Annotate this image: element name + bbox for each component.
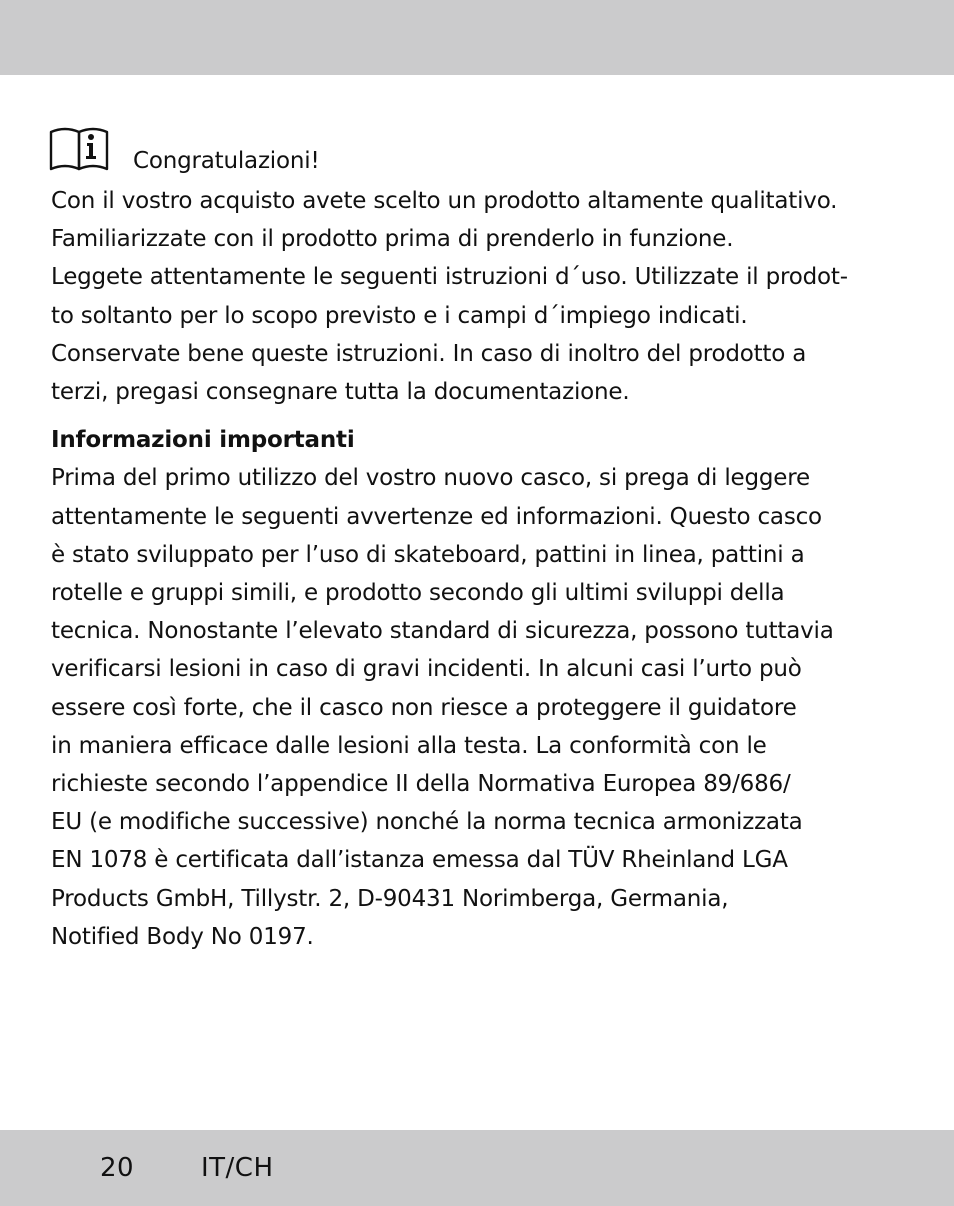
top-band <box>0 0 954 75</box>
important-line: verificarsi lesioni in caso di gravi incidenti. In alcuni casi l’urto può <box>51 656 802 683</box>
body-text <box>51 182 921 956</box>
important-line: Notified Body No 0197. <box>51 923 314 950</box>
intro-line: to soltanto per lo scopo previsto e i campi d´impiego indicati. <box>51 302 748 329</box>
intro-line: terzi, pregasi consegnare tutta la documentazione. <box>51 379 630 406</box>
important-line: essere così forte, che il casco non riesce a proteggere il guidatore <box>51 694 797 721</box>
intro-line: Con il vostro acquisto avete scelto un prodotto altamente qualitativo. <box>51 188 838 214</box>
important-line: rotelle e gruppi simili, e prodotto secondo gli ultimi sviluppi della <box>51 580 785 607</box>
important-line: Prima del primo utilizzo del vostro nuovo casco, si prega di leggere <box>51 465 810 492</box>
important-line: EN 1078 è certificata dall’istanza emessa dal TÜV Rheinland LGA <box>51 847 788 874</box>
language-code: IT/CH <box>201 1153 274 1183</box>
important-line: richieste secondo l’appendice II della Normativa Europea 89/686/ <box>51 771 791 798</box>
important-line: è stato sviluppato per l’uso di skateboard, pattini in linea, pattini a <box>51 541 805 568</box>
important-line: Products GmbH, Tillystr. 2, D-90431 Norimberga, Germania, <box>51 885 729 912</box>
info-manual-icon <box>49 127 109 171</box>
intro-line: Leggete attentamente le seguenti istruzioni d´uso. Utilizzate il prodot- <box>51 264 848 291</box>
section-heading: Informazioni importanti <box>51 427 355 454</box>
intro-line: Conservate bene queste istruzioni. In caso di inoltro del prodotto a <box>51 340 807 367</box>
page-number: 20 <box>100 1153 135 1183</box>
intro-line: Familiarizzate con il prodotto prima di prenderlo in funzione. <box>51 226 734 253</box>
important-line: attentamente le seguenti avvertenze ed informazioni. Questo casco <box>51 503 822 530</box>
important-line: EU (e modifiche successive) nonché la norma tecnica armonizzata <box>51 809 803 836</box>
important-line: in maniera efficace dalle lesioni alla testa. La conformità con le <box>51 732 767 759</box>
footer-band <box>0 1130 954 1206</box>
greeting: Congratulazioni! <box>133 148 320 174</box>
important-line: tecnica. Nonostante l’elevato standard di sicurezza, possono tuttavia <box>51 618 834 645</box>
